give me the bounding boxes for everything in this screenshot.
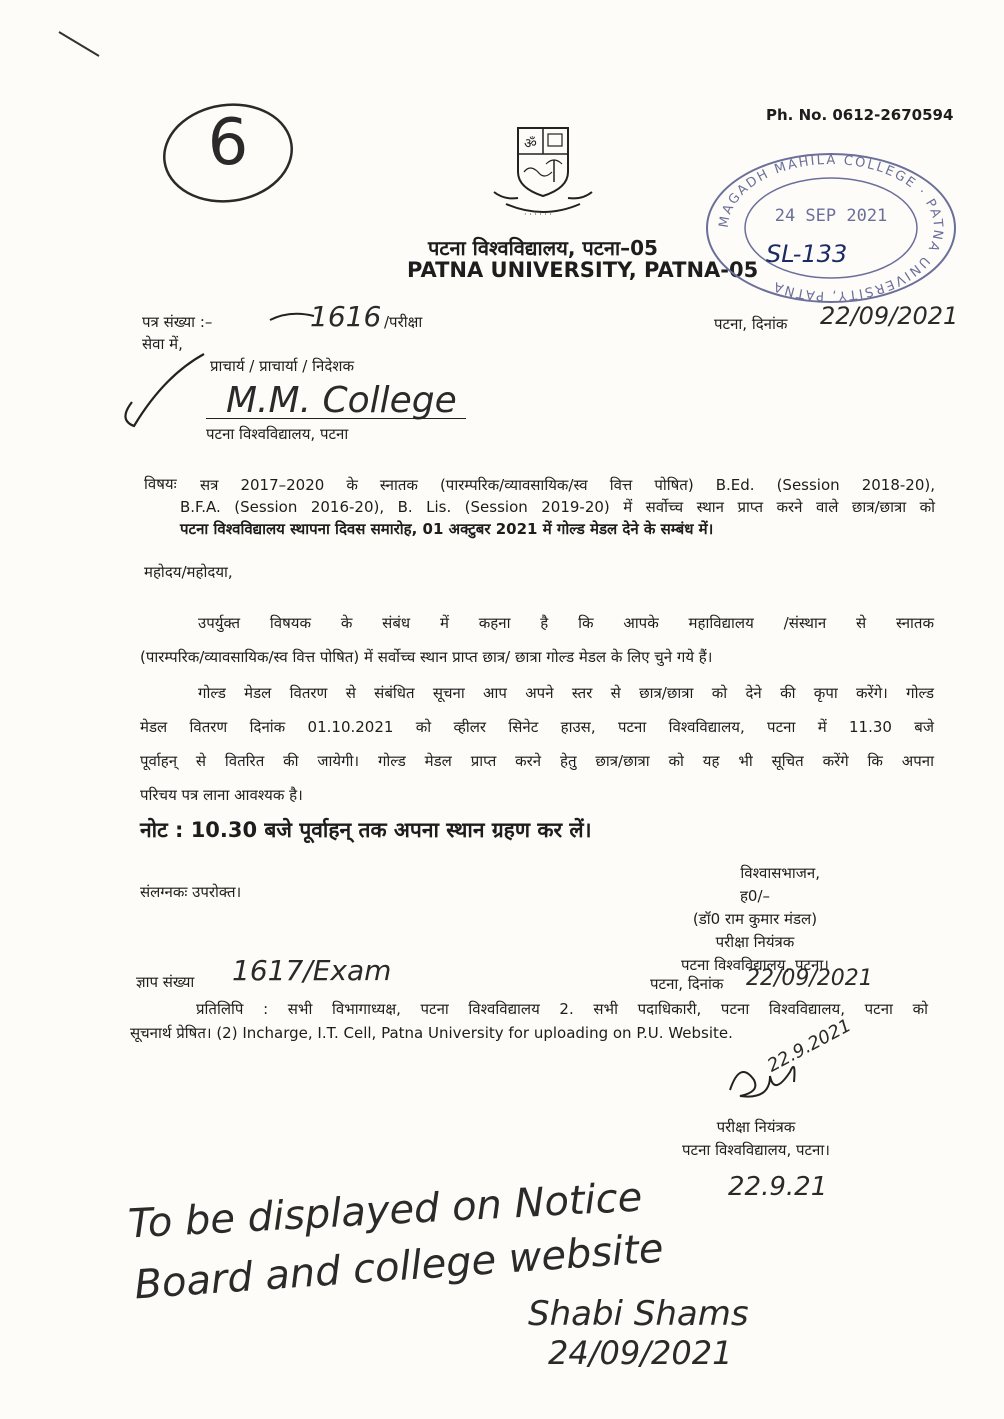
copy-line-2: सूचनार्थ प्रेषित। (2) Incharge, I.T. Cell, Patna University for uploading on P.U. Website.	[130, 1024, 733, 1042]
sign2-line1: परीक्षा नियंत्रक	[716, 1118, 796, 1136]
principal-initial-date: 22.9.21	[728, 1172, 828, 1202]
subject-line-3: पटना विश्वविद्यालय स्थापना दिवस समारोह, 01 अक्टुबर 2021 में गोल्ड मेडल देने के सम्बंध में।	[180, 520, 714, 538]
para2-line3: पूर्वाहन् से वितरित की जायेगी। गोल्ड मेडल प्राप्त करने हेतु छात्र/छात्रा को यह भी सूचित करेंगे कि अपना	[140, 752, 934, 770]
para2-line2: मेडल वितरण दिनांक 01.10.2021 को व्हीलर सिनेट हाउस, पटना विश्वविद्यालय, पटना में 11.30 बजे	[140, 718, 934, 736]
copy-line-1: प्रतिलिपि : सभी विभागाध्यक्ष, पटना विश्वविद्यालय 2. सभी पदाधिकारी, पटना विश्वविद्यालय, पटना को	[196, 1000, 928, 1018]
recipient-title: प्राचार्य / प्राचार्या / निदेशक	[210, 357, 355, 375]
memo-label: ज्ञाप संख्या	[136, 973, 195, 991]
sign1-line4: परीक्षा नियंत्रक	[715, 933, 795, 951]
svg-text:· · · · · ·: · · · · · ·	[524, 210, 552, 219]
handwritten-note-line2: Board and college website	[133, 1225, 665, 1309]
salutation: महोदय/महोदया,	[144, 563, 233, 581]
letter-date: 22/09/2021	[820, 302, 959, 330]
sign1-line3: (डॉ0 राम कुमार मंडल)	[692, 910, 818, 928]
page-mark: 6	[158, 98, 298, 208]
sign1-line5: पटना विश्वविद्यालय, पटना।	[681, 956, 829, 974]
para1-line1: उपर्युक्त विषयक के संबंध में कहना है कि आपके महाविद्यालय /संस्थान से स्नातक	[198, 614, 934, 632]
college-stamp	[700, 148, 962, 308]
svg-text:MAGADH MAHILA COLLEGE · PATNA	[717, 153, 946, 303]
stamp-ring-text: MAGADH MAHILA COLLEGE · PATNA UNIVERSITY, PATNA	[716, 152, 946, 304]
memo-number: 1617/Exam	[232, 954, 392, 987]
handwritten-name: Shabi Shams	[528, 1294, 749, 1334]
check-mark	[112, 352, 212, 432]
subject-label: विषयः	[144, 475, 177, 493]
enclosure: संलग्नकः उपरोक्त।	[140, 883, 242, 901]
university-emblem	[488, 120, 598, 225]
scan-stroke	[55, 28, 105, 62]
ref-suffix: /परीक्षा	[384, 313, 423, 331]
ref-number: 1616	[310, 300, 382, 333]
signature-date: 22.9.2021	[764, 1014, 855, 1077]
memo-date-label: पटना, दिनांक	[650, 975, 724, 993]
memo-date: 22/09/2021	[746, 966, 873, 991]
stamp-date: 24 SEP 2021	[774, 206, 888, 226]
stamp-sl-number: SL-133	[766, 240, 848, 268]
para2-line4: परिचय पत्र लाना आवश्यक है।	[140, 786, 303, 804]
to-label: सेवा में,	[142, 335, 183, 353]
subject-line-2: B.F.A. (Session 2016-20), B. Lis. (Session 2019-20) में सर्वोच्च स्थान प्राप्त करने वाले छात्र/छात्रा को	[180, 498, 935, 516]
place-date-label: पटना, दिनांक	[714, 315, 788, 333]
subject-line-1: सत्र 2017–2020 के स्नातक (पारम्परिक/व्यावसायिक/स्व वित्त पोषित) B.Ed. (Session 2018-20),	[200, 476, 935, 494]
note: नोट : 10.30 बजे पूर्वाहन् तक अपना स्थान ग्रहण कर लें।	[140, 818, 592, 842]
para2-line1: गोल्ड मेडल वितरण से संबंधित सूचना आप अपने स्तर से छात्र/छात्रा को देने की कृपा करेंगे। गोल्ड	[198, 684, 934, 702]
university-name-hindi: पटना विश्वविद्यालय, पटना–05	[428, 236, 658, 260]
handwritten-date: 24/09/2021	[548, 1334, 733, 1372]
handwritten-note-line1: To be displayed on Notice	[127, 1174, 644, 1248]
subject-block	[200, 474, 935, 496]
svg-text:ॐ: ॐ	[524, 136, 537, 152]
sign1-line2: ह0/–	[739, 887, 771, 905]
para1-line2: (पारम्परिक/व्यावसायिक/स्व वित्त पोषित) में सर्वोच्च स्थान प्राप्त छात्र/ छात्रा गोल्ड मेडल के लिए चुने गये हैं।	[140, 648, 713, 666]
ref-label: पत्र संख्या :–	[142, 313, 213, 331]
sign1-line1: विश्वासभाजन,	[740, 864, 820, 882]
recipient-college: M.M. College	[226, 380, 457, 421]
university-name-english: PATNA UNIVERSITY, PATNA-05	[407, 258, 759, 282]
signature-block-1	[650, 862, 860, 977]
phone-number: Ph. No. 0612-2670594	[766, 106, 954, 124]
recipient-underline	[206, 418, 466, 419]
signature-block-2	[656, 1116, 856, 1162]
recipient-location: पटना विश्वविद्यालय, पटना	[206, 425, 349, 443]
sign2-line2: पटना विश्वविद्यालय, पटना।	[682, 1141, 830, 1159]
